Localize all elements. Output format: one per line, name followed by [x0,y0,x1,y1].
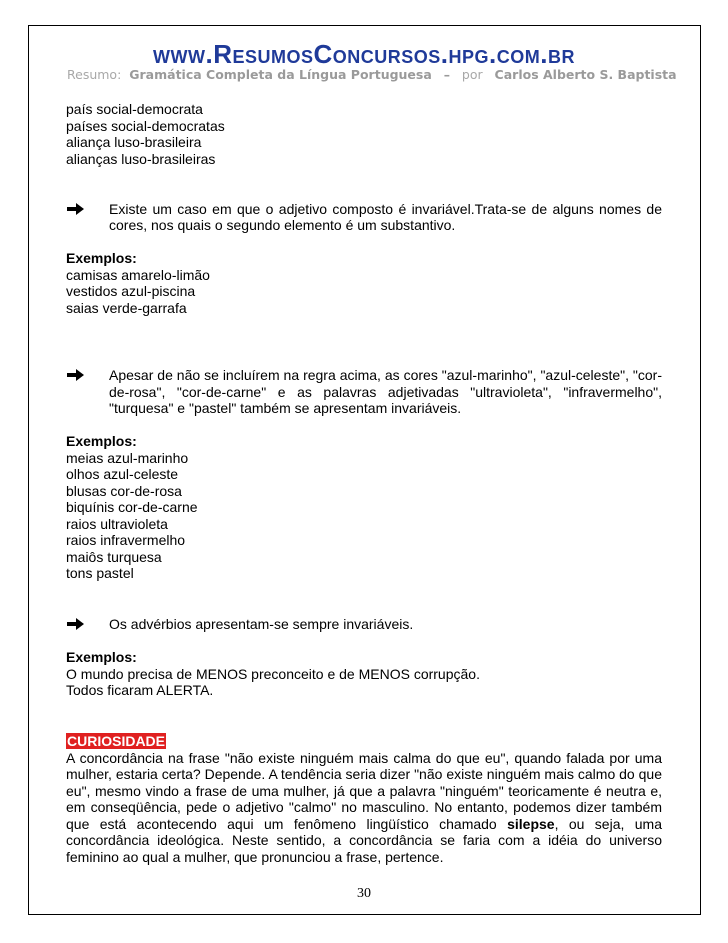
examples-heading: Exemplos: [66,649,137,665]
example-line: tons pastel [66,565,134,581]
site-title: www.ResumosConcursos.hpg.com.br [153,39,575,69]
example-line: camisas amarelo-limão [66,266,210,283]
intro-line: países social-democratas [66,117,225,134]
example-line: meias azul-marinho [66,449,189,466]
example-line: raios ultravioleta [66,515,168,532]
por-label: por [461,67,483,82]
header-subtitle [67,67,677,83]
example-line: Todos ficaram ALERTA. [66,682,214,698]
example-line: O mundo precisa de MENOS preconceito e de MENOS corrupção. [66,665,480,682]
examples-heading: Exemplos: [66,250,137,266]
curiosity-term: silepse [507,815,555,832]
curiosity-label: CURIOSIDADE [67,733,166,749]
document-body [66,101,662,865]
curiosity-text: A concordância na frase "não existe ninguém mais calma do que eu", quando falada por uma mulher, estaria certa? Depende. A tendência seria dizer "não existe ninguém mais calmo do que eu", mesmo vindo a frase de uma mulher, já que a palavra "ninguém" teoricamente é neutra e, em conseqüência, pede o adjetivo "calmo" no masculino. No entanto, podemos dizer também que está acontecendo aqui um fenômeno lingüístico chamado [66,749,662,832]
arrow-right-icon [66,201,86,217]
bullet-text: Apesar de não se incluírem na regra acima, as cores "azul-marinho", "azul-celeste", "cor-de-rosa", "cor-de-carne" e as palavras adjetivadas "ultravioleta", "infravermelho", "turquesa" e "pastel" também se apresentam invariáveis. [109,367,662,416]
author-name: Carlos Alberto S. Baptista [494,67,677,82]
bullet-item [66,367,662,417]
bullet-item [66,616,662,633]
arrow-right-icon [66,367,86,383]
example-line: raios infravermelho [66,532,186,548]
intro-line: país social-democrata [66,101,203,117]
example-line: maiôs turquesa [66,548,162,565]
header-dash: – [443,67,450,82]
curiosity-paragraph [66,750,662,866]
example-line: vestidos azul-piscina [66,283,196,299]
bullet-item [66,201,662,234]
example-line: olhos azul-celeste [66,466,179,482]
bullet-text: Existe um caso em que o adjetivo composto é invariável.Trata-se de alguns nomes de cores, nos quais o segundo elemento é um substantivo. [109,200,662,233]
example-line: biquínis cor-de-carne [66,499,198,515]
arrow-right-icon [66,616,86,632]
example-line: blusas cor-de-rosa [66,482,182,499]
intro-line: alianças luso-brasileiras [66,150,216,167]
bullet-text: Os advérbios apresentam-se sempre invariáveis. [109,616,414,632]
examples-heading: Exemplos: [66,433,137,449]
example-line: saias verde-garrafa [66,299,187,316]
intro-line: aliança luso-brasileira [66,134,202,150]
page-number: 30 [357,886,371,901]
curiosity-text-end: , ou seja, uma concordância ideológica. Neste sentido, a concordância se faria com a idéia do universo feminino ao qual a mulher, que pronunciou a frase, pertence. [66,815,662,865]
work-title: Gramática Completa da Língua Portuguesa [129,67,432,82]
resumo-label: Resumo: [67,67,122,82]
